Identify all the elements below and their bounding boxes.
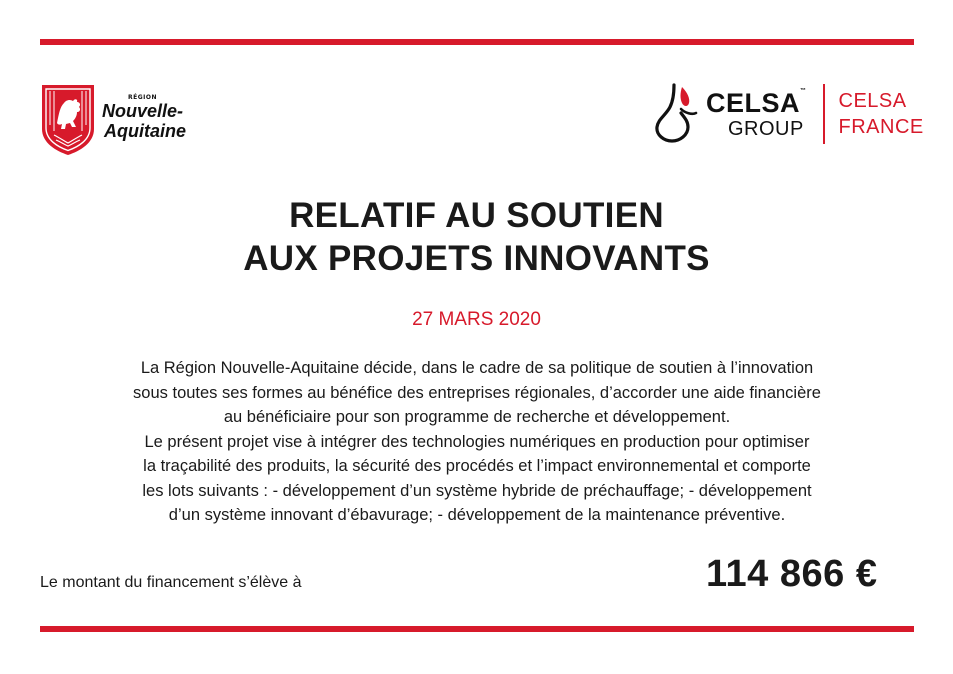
region-small-label: RÉGION [128, 94, 157, 101]
body-text [40, 356, 914, 528]
celsa-trademark: ™ [800, 87, 807, 94]
celsa-mark-icon [654, 83, 700, 145]
celsa-france-line1: CELSA [838, 90, 907, 112]
body-line: La Région Nouvelle-Aquitaine décide, dans le cadre de sa politique de soutien à l’innovation [140, 359, 814, 377]
body-line: la traçabilité des produits, la sécurité des procédés et l’impact environnemental et comporte [143, 457, 811, 475]
body-line: d’un système innovant d’ébavurage; - développement de la maintenance préventive. [168, 506, 786, 524]
region-nouvelle-aquitaine-logo [40, 83, 186, 157]
body-line: les lots suivants : - développement d’un système hybride de préchauffage; - développement [142, 481, 812, 500]
celsa-group-logo [654, 82, 924, 146]
celsa-france-line2: FRANCE [838, 116, 924, 138]
body-line: au bénéficiaire pour son programme de recherche et développement. [223, 408, 731, 426]
top-red-rule [40, 39, 914, 45]
funding-label: Le montant du financement s’élève à [40, 574, 302, 591]
celsa-name: CELSA™ [706, 87, 807, 118]
region-name-line1: Nouvelle- [102, 101, 184, 121]
celsa-group-label: GROUP [728, 117, 804, 140]
funding-amount: 114 866 € [706, 553, 878, 595]
body-line: sous toutes ses formes au bénéfice des entreprises régionales, d’accorder une aide financière [133, 383, 821, 402]
title-line-2: AUX PROJETS INNOVANTS [243, 239, 710, 278]
page-title [0, 194, 953, 280]
region-shield-icon [40, 83, 96, 157]
region-name-line2: Aquitaine [104, 121, 187, 141]
body-line: Le présent projet vise à intégrer des technologies numériques en production pour optimiser [144, 432, 810, 451]
celsa-divider [823, 84, 825, 144]
date: 27 MARS 2020 [412, 309, 541, 330]
title-line-1: RELATIF AU SOUTIEN [289, 196, 664, 235]
bottom-red-rule [40, 626, 914, 632]
